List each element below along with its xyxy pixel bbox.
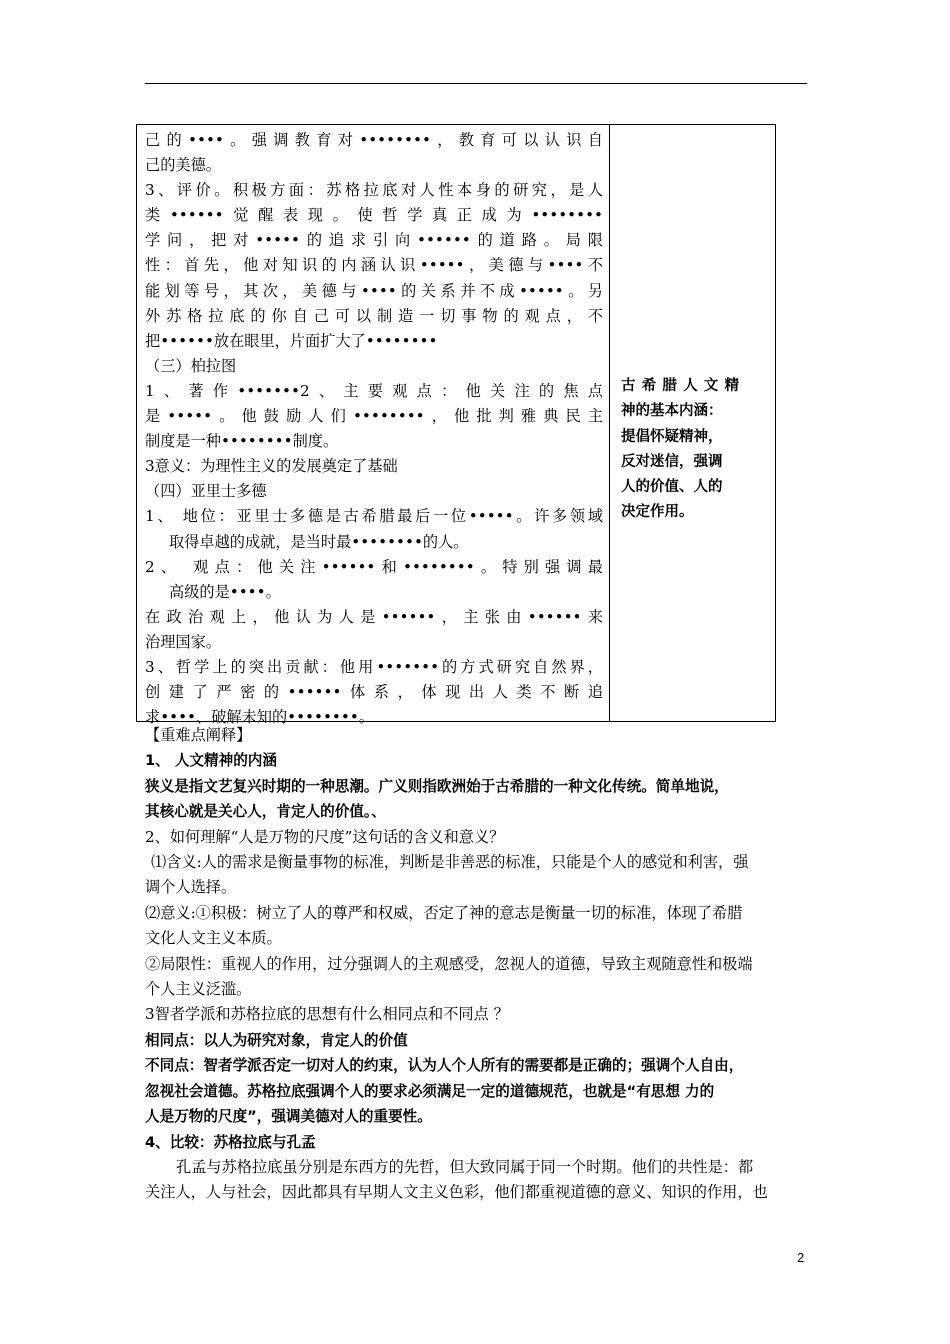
question-3-difference: 人是万物的尺度”，强调美德对人的重要性。 bbox=[145, 1108, 432, 1126]
table-line: 学问，把对•••••的追求引向••••••的道路。局限 bbox=[145, 231, 603, 250]
right-note-line: 反对迷信，强调 bbox=[621, 453, 723, 470]
question-2-answer: 文化人文主义本质。 bbox=[145, 929, 282, 948]
right-note-line: 提倡怀疑精神， bbox=[621, 428, 723, 445]
question-2-answer: ⑴含义:人的需求是衡量事物的标准，判断是非善恶的标准，只能是个人的感觉和利害，强 bbox=[151, 853, 749, 872]
content-table bbox=[136, 124, 776, 727]
table-line: 2、 观点：他关注••••••和••••••••。特别强调最 bbox=[145, 557, 603, 576]
table-line: 治理国家。 bbox=[145, 632, 221, 651]
question-3-difference: 忽视社会道德。苏格拉底强调个人的要求必须满足一定的道德规范，也就是“有思想 力的 bbox=[145, 1082, 715, 1100]
question-2-answer: 个人主义泛滥。 bbox=[145, 980, 252, 999]
table-line: 己的••••。强调教育对••••••••，教育可以认识自 bbox=[145, 131, 603, 149]
table-line: 1、著作•••••••2、主要观点：他关注的焦点 bbox=[145, 381, 603, 400]
table-line: 取得卓越的成就，是当时最••••••••的人。 bbox=[169, 532, 469, 551]
right-note-line: 神的基本内涵： bbox=[621, 403, 723, 420]
question-1-body: 其核心就是关心人，肯定人的价值。、 bbox=[145, 803, 386, 821]
table-left-cell bbox=[145, 128, 603, 730]
table-column-divider bbox=[609, 125, 610, 721]
table-line: 制度是一种••••••••制度。 bbox=[145, 432, 339, 451]
notes-section bbox=[145, 723, 807, 1206]
table-line: 己的美德。 bbox=[145, 156, 221, 175]
question-3-difference: 不同点：智者学派否定一切对人的约束，认为人个人所有的需要都是正确的；强调个人自由， bbox=[145, 1057, 744, 1075]
table-line: 性：首先，他对知识的内涵认识•••••，美德与••••不 bbox=[145, 256, 603, 275]
question-4-body: 关注人，人与社会，因此都具有早期人文主义色彩，他们都重视道德的意义、知识的作用，也 bbox=[145, 1183, 768, 1202]
right-note-line: 决定作用。 bbox=[621, 504, 694, 521]
table-line: 3意义：为理性主义的发展奠定了基础 bbox=[145, 457, 398, 476]
right-note-line: 古希腊人文精 bbox=[621, 378, 739, 394]
notes-heading: 【重难点阐释】 bbox=[145, 726, 252, 744]
table-line: 求••••、破解未知的••••••••。 bbox=[145, 708, 374, 727]
section-heading-plato: （三）柏拉图 bbox=[145, 356, 237, 375]
question-1-body: 狭义是指文艺复兴时期的一种思潮。广义则指欧洲始于古希腊的一种文化传统。简单地说， bbox=[145, 777, 729, 795]
table-line: 在政治观上，他认为人是••••••，主张由••••••来 bbox=[145, 607, 603, 626]
question-4-body: 孔孟与苏格拉底虽分别是东西方的先哲，但大致同属于同一个时期。他们的共性是：都 bbox=[176, 1157, 754, 1176]
right-note-line: 人的价值、人的 bbox=[621, 479, 723, 496]
table-line: 能划等号，其次，美德与••••的关系并不成•••••。另 bbox=[145, 281, 603, 300]
page-number: 2 bbox=[797, 1250, 805, 1265]
question-2-title: 2、如何理解“人是万物的尺度”这句话的含义和意义？ bbox=[145, 827, 505, 846]
table-line: 类••••••觉醒表现。使哲学真正成为•••••••• bbox=[145, 206, 603, 225]
table-right-cell bbox=[621, 374, 739, 526]
question-3-similarity: 相同点：以人为研究对象，肯定人的价值 bbox=[145, 1031, 408, 1049]
table-line: 高级的是••••。 bbox=[169, 582, 281, 601]
question-1-title: 1、 人文精神的内涵 bbox=[145, 752, 277, 770]
question-4-title: 4、比较：苏格拉底与孔孟 bbox=[145, 1133, 316, 1151]
header-rule bbox=[145, 83, 807, 84]
table-line: 创建了严密的••••••体系，体现出人类不断追 bbox=[145, 683, 603, 702]
question-2-answer: 调个人选择。 bbox=[145, 878, 237, 897]
table-line: 3、评价。积极方面：苏格拉底对人性本身的研究，是人 bbox=[145, 181, 603, 200]
question-2-answer: ②局限性：重视人的作用，过分强调人的主观感受，忽视人的道德，导致主观随意性和极端 bbox=[145, 954, 753, 973]
table-line: 是•••••。他鼓励人们••••••••，他批判雅典民主 bbox=[145, 407, 603, 426]
table-line: 把••••••放在眼里，片面扩大了•••••••• bbox=[145, 331, 438, 350]
question-2-answer: ⑵意义:①积极：树立了人的尊严和权威，否定了神的意志是衡量一切的标准，体现了希腊 bbox=[145, 903, 743, 922]
question-3-title: 3智者学派和苏格拉底的思想有什么相同点和不同点 ？ bbox=[145, 1005, 509, 1024]
table-line: 3、哲学上的突出贡献：他用•••••••的方式研究自然界， bbox=[145, 657, 603, 676]
section-heading-aristotle: （四）亚里士多德 bbox=[145, 482, 267, 501]
table-line: 1、 地位：亚里士多德是古希腊最后一位•••••。许多领域 bbox=[145, 507, 603, 526]
table-line: 外苏格拉底的你自己可以制造一切事物的观点，不 bbox=[145, 306, 603, 325]
